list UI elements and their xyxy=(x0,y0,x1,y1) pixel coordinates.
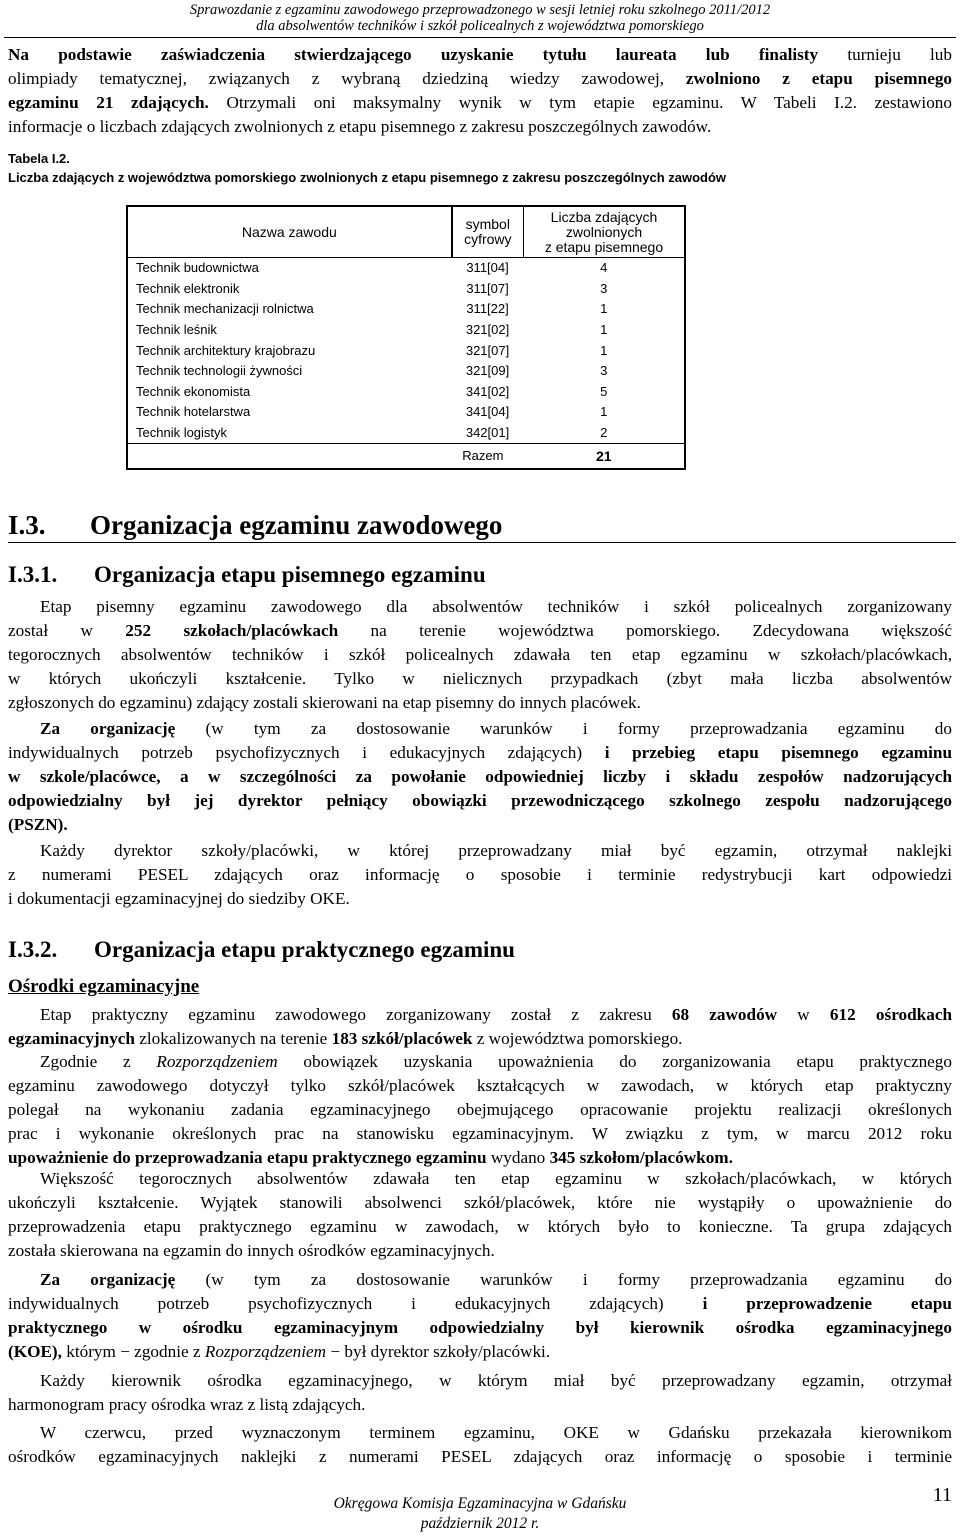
header-symbol-line2: cyfrowy xyxy=(464,231,512,247)
header-rule xyxy=(4,37,956,38)
footer-date: październik 2012 r. xyxy=(420,1515,540,1532)
table-row xyxy=(127,361,685,382)
text-segment: Etap praktyczny egzaminu zawodowego zorganizowany został z zakresu xyxy=(40,1005,672,1024)
intro-text-2: olimpiady tematycznej, związanych z wybraną dziedziną wiedzy zawodowej, xyxy=(8,69,686,88)
text-bold: upoważnienie do przeprowadzania etapu praktycznego egzaminu xyxy=(8,1148,487,1167)
text-line: i dokumentacji egzaminacyjnej do siedziby OKE. xyxy=(8,889,350,908)
total-label: Razem xyxy=(127,444,523,470)
profession-name: Technik logistyk xyxy=(136,425,228,441)
text-segment: wydano xyxy=(486,1148,550,1167)
text-bold-line: odpowiedzialny był jej dyrektor pełniący obowiązki przewodniczącego szkolnego zespołu nadzorującego xyxy=(8,791,952,810)
profession-symbol: 321[07] xyxy=(465,342,510,358)
table-total-row xyxy=(127,444,685,470)
profession-symbol: 342[01] xyxy=(465,425,510,441)
subheading-exam-centres: Ośrodki egzaminacyjne xyxy=(8,976,200,997)
footer-organization: Okręgowa Komisja Egzaminacyjna w Gdańsku xyxy=(333,1495,627,1512)
section-number: I.3. xyxy=(8,510,46,540)
text-segment: (w tym za dostosowanie warunków i formy przeprowadzania egzaminu do xyxy=(175,719,952,738)
header-title: Sprawozdanie z egzaminu zawodowego przeprowadzonego w sesji letniej roku szkolnego 2011/2012 xyxy=(189,2,771,18)
exempt-count: 3 xyxy=(600,280,608,296)
text-segment: obowiązek uzyskania upoważnienia do zorganizowania etapu praktycznego xyxy=(277,1052,952,1071)
profession-name: Technik technologii żywności xyxy=(136,363,303,379)
text-bold: 252 szkołach/placówkach xyxy=(125,621,339,640)
text-bold-line: praktycznego w ośrodku egzaminacyjnym odpowiedzialny był kierownik ośrodka egzaminacyjnego xyxy=(8,1318,952,1337)
table-label: Tabela I.2. xyxy=(8,151,70,166)
section-number: I.3.1. xyxy=(8,562,58,587)
text-segment: Zgodnie z xyxy=(40,1052,157,1071)
section-title: Organizacja etapu pisemnego egzaminu xyxy=(94,562,486,587)
paragraph-i31-2 xyxy=(8,717,952,837)
text-segment: na terenie województwa pomorskiego. Zdecydowana większość xyxy=(338,621,952,640)
text-bold: 183 szkół/placówek xyxy=(331,1029,473,1048)
profession-name: Technik budownictwa xyxy=(136,260,259,276)
exempt-count: 1 xyxy=(600,301,608,317)
paragraph-i31-3 xyxy=(8,839,952,911)
text-line: ośrodków egzaminacyjnych naklejki z numerami PESEL zdających oraz informację o sposobie i terminie xyxy=(8,1447,952,1466)
table-row xyxy=(127,382,685,403)
text-segment: indywidualnych potrzeb psychofizycznych i edukacyjnych zdających) xyxy=(8,1294,703,1313)
header-symbol xyxy=(452,206,524,258)
section-title: Organizacja etapu praktycznego egzaminu xyxy=(94,937,515,962)
text-segment: (w tym za dostosowanie warunków i formy przeprowadzania egzaminu do xyxy=(175,1270,952,1289)
table-header-row xyxy=(127,206,685,258)
profession-symbol: 321[09] xyxy=(465,363,510,379)
paragraph-i32-4 xyxy=(8,1268,952,1364)
intro-text-4: informacje o liczbach zdających zwolnionych z etapu pisemnego z zakresu poszczególnych zawodów. xyxy=(8,117,712,136)
exempt-count: 4 xyxy=(600,260,608,276)
paragraph-i32-5 xyxy=(8,1369,952,1417)
text-bold: 612 ośrodkach xyxy=(829,1005,953,1024)
text-line: Każdy kierownik ośrodka egzaminacyjnego, w którym miał być przeprowadzany egzamin, otrzymał xyxy=(40,1371,952,1390)
text-bold-line: w szkole/placówce, a w szczególności za powołanie odpowiedniej liczby i składu zespołów nadzorujących xyxy=(8,767,952,786)
text-segment: w xyxy=(777,1005,830,1024)
exempt-count: 1 xyxy=(600,322,608,338)
paragraph-i32-1 xyxy=(8,1003,952,1051)
text-segment: został w xyxy=(8,621,126,640)
table-row xyxy=(127,340,685,361)
intro-bold-2: zwolniono z etapu pisemnego xyxy=(685,69,953,88)
text-line: Większość tegorocznych absolwentów zdawała ten etap egzaminu w szkołach/placówkach, w których xyxy=(40,1169,952,1188)
header-symbol-line1: symbol xyxy=(465,216,510,232)
profession-symbol: 341[04] xyxy=(465,404,510,420)
profession-symbol: 311[07] xyxy=(466,280,509,296)
text-line: tegorocznych absolwentów techników i szkół policealnych zdawała ten etap egzaminu w szkołach/placówkach, xyxy=(8,645,952,664)
section-title: Organizacja egzaminu zawodowego xyxy=(90,510,503,540)
table-row xyxy=(127,279,685,300)
text-line: egzaminu zawodowego dotyczył tylko szkół/placówek kształcących w zawodach, w których etap praktyczny xyxy=(8,1076,952,1095)
intro-bold-1: Na podstawie zaświadczenia stwierdzającego uzyskanie tytułu laureata lub finalisty xyxy=(8,45,819,64)
text-italic: Rozporządzeniem xyxy=(204,1342,327,1361)
table-row xyxy=(127,423,685,444)
table-row xyxy=(127,299,685,320)
header-subtitle: dla absolwentów techników i szkół policealnych z województwa pomorskiego xyxy=(256,18,704,34)
intro-paragraph xyxy=(8,43,952,139)
table-row xyxy=(127,320,685,341)
table-caption: Liczba zdających z województwa pomorskiego zwolnionych z etapu pisemnego z zakresu poszczególnych zawodów xyxy=(8,170,727,185)
profession-name: Technik mechanizacji rolnictwa xyxy=(136,301,314,317)
section-number: I.3.2. xyxy=(8,937,58,962)
table-row xyxy=(127,402,685,423)
text-bold: 68 zawodów xyxy=(671,1005,778,1024)
text-bold: Za organizację xyxy=(40,1270,176,1289)
intro-text-1: turnieju lub xyxy=(818,45,952,64)
section-heading-i3 xyxy=(8,508,956,543)
paragraph-i32-3 xyxy=(8,1167,952,1263)
text-line: Każdy dyrektor szkoły/placówki, w której przeprowadzany miał być egzamin, otrzymał naklejki xyxy=(40,841,952,860)
text-bold-line: (PSZN). xyxy=(8,815,68,834)
header-count xyxy=(523,206,685,258)
text-line: W czerwcu, przed wyznaczonym terminem egzaminu, OKE w Gdańsku przekazała kierownikom xyxy=(40,1423,952,1442)
text-bold: Za organizację xyxy=(40,719,176,738)
header-count-line1: Liczba zdających xyxy=(550,208,658,225)
text-line: zgłoszonych do egzaminu) zdający zostali skierowani na etap pisemny do innych placówek. xyxy=(8,693,641,712)
text-line: polegał na wykonaniu zadania egzaminacyjnego obejmującego opracowanie projektu realizacji określonych xyxy=(8,1100,952,1119)
profession-name: Technik leśnik xyxy=(136,322,217,338)
text-line: przeprowadzenia etapu praktycznego egzaminu w zawodach, w których było to konieczne. Ta grupa zdających xyxy=(8,1217,952,1236)
profession-symbol: 341[02] xyxy=(465,383,510,399)
text-bold: i przebieg etapu pisemnego egzaminu xyxy=(604,743,952,762)
text-bold: 345 szkołom/placówkom. xyxy=(549,1148,733,1167)
text-line: ukończyli kształcenie. Wyjątek stanowili absolwenci szkół/placówek, które nie wystąpiły o upoważnienie do xyxy=(8,1193,952,1212)
text-bold: egzaminacyjnych xyxy=(8,1029,135,1048)
table-row xyxy=(127,258,685,279)
text-line: została skierowana na egzamin do innych ośrodków egzaminacyjnych. xyxy=(8,1241,495,1260)
page-number: 11 xyxy=(932,1484,952,1506)
text-bold: (KOE), xyxy=(8,1342,62,1361)
exempt-count: 3 xyxy=(600,363,608,379)
profession-symbol: 311[04] xyxy=(466,260,509,276)
text-segment: zlokalizowanych na terenie xyxy=(134,1029,332,1048)
exempt-candidates-table xyxy=(126,205,686,470)
exempt-count: 1 xyxy=(600,404,608,420)
intro-bold-3: egzaminu 21 zdających. xyxy=(8,93,209,112)
header-count-line3: z etapu pisemnego xyxy=(544,238,664,255)
total-value: 21 xyxy=(523,444,685,470)
profession-name: Technik elektronik xyxy=(136,280,240,296)
section-heading-i31 xyxy=(8,561,486,589)
text-italic: Rozporządzeniem xyxy=(156,1052,278,1071)
page-header xyxy=(0,2,960,34)
text-bold: i przeprowadzenie etapu xyxy=(702,1294,952,1313)
profession-name: Technik architektury krajobrazu xyxy=(136,342,316,358)
exempt-count: 1 xyxy=(600,342,608,358)
exempt-count: 2 xyxy=(600,425,608,441)
intro-text-3: Otrzymali oni maksymalny wynik w tym etapie egzaminu. W Tabeli I.2. zestawiono xyxy=(208,93,952,112)
paragraph-i32-2 xyxy=(8,1050,952,1170)
exempt-count: 5 xyxy=(600,383,608,399)
header-name: Nazwa zawodu xyxy=(127,206,452,258)
text-segment: − był dyrektor szkoły/placówki. xyxy=(326,1342,551,1361)
profession-symbol: 321[02] xyxy=(465,322,510,338)
section-heading-i32 xyxy=(8,936,515,964)
text-line: prac i wykonanie określonych prac na stanowisku egzaminacyjnym. W związku z tym, w marcu 2012 roku xyxy=(8,1124,952,1143)
profession-symbol: 311[22] xyxy=(466,301,509,317)
text-line: w których ukończyli kształcenie. Tylko w nielicznych przypadkach (zbyt mała liczba absolwentów xyxy=(8,669,952,688)
profession-name: Technik hotelarstwa xyxy=(136,404,251,420)
text-line: Etap pisemny egzaminu zawodowego dla absolwentów techników i szkół policealnych zorganizowany xyxy=(40,597,952,616)
header-count-line2: zwolnionych xyxy=(565,223,643,240)
profession-name: Technik ekonomista xyxy=(136,383,251,399)
text-segment: indywidualnych potrzeb psychofizycznych i edukacyjnych zdających) xyxy=(8,743,605,762)
text-line: harmonogram pracy ośrodka wraz z listą zdających. xyxy=(8,1395,366,1414)
paragraph-i31-1 xyxy=(8,595,952,715)
text-segment: z województwa pomorskiego. xyxy=(472,1029,683,1048)
text-segment: którym − zgodnie z xyxy=(61,1342,205,1361)
page-footer xyxy=(0,1494,960,1534)
text-line: z numerami PESEL zdających oraz informację o sposobie i terminie redystrybucji kart odpowiedzi xyxy=(8,865,952,884)
paragraph-i32-6 xyxy=(8,1421,952,1469)
